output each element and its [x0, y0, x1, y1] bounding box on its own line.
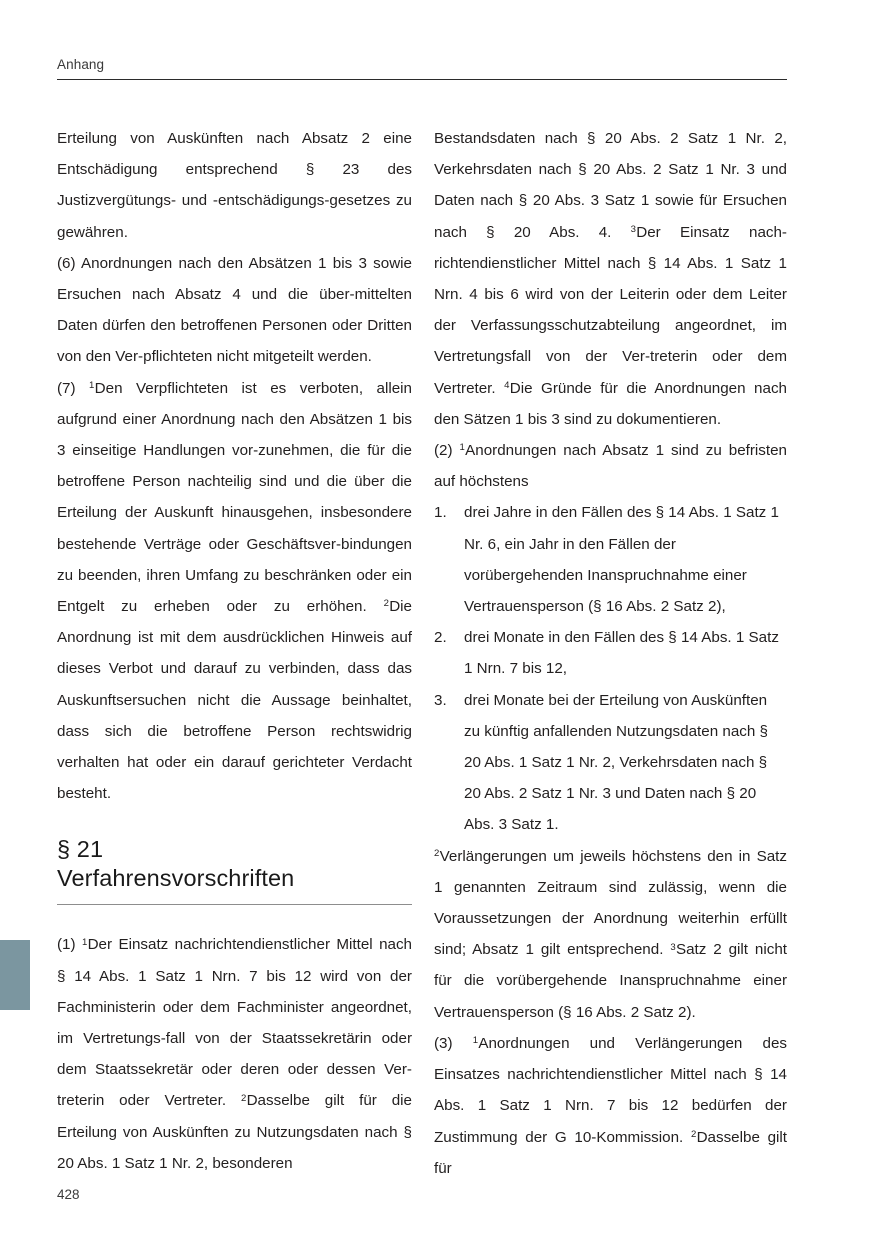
left-column [57, 123, 412, 1179]
running-header [57, 56, 787, 80]
absatz-1-cont-sentence-2-tail: Bestandsdaten nach § 20 Abs. 2 Satz 1 Nr. 2, Verkehrsdaten nach § 20 Abs. 2 Satz 1 Nr. 3 und Daten nach § 20 Abs. 3 Satz 1 sowie für Ersuchen nach § 20 Abs. 4. [434, 130, 787, 241]
absatz-2-prefix: (2) [434, 442, 460, 460]
sentence-number-2: 2 [240, 1092, 247, 1104]
absatz-1-sentence-1: Der Einsatz nachrichtendienstlicher Mittel nach § 14 Abs. 1 Satz 1 Nrn. 7 bis 12 wird von der Fachministerin oder dem Fachminister angeordnet, im Vertretungs-fall von der Staatssekretärin oder dem Staatssekretär oder deren oder dessen Ver-treterin oder Vertreter. [57, 936, 413, 1110]
list-item-text: drei Jahre in den Fällen des § 14 Abs. 1 Satz 1 Nr. 6, ein Jahr in den Fällen der vorübergehenden Inanspruchnahme einer Vertrauensperson (§ 16 Abs. 2 Satz 2), [464, 504, 779, 616]
absatz-7-prefix: (7) [57, 379, 90, 397]
list-item-text: drei Monate in den Fällen des § 14 Abs. 1 Satz 1 Nrn. 7 bis 12, [464, 629, 779, 678]
paragraph-absatz-6: (6) Anordnungen nach den Absätzen 1 bis 3 sowie Ersuchen nach Absatz 4 und die über-mittelten Daten dürfen den betroffenen Personen oder Dritten von den Ver-pflichteten nicht mitgeteilt werden. [57, 254, 412, 366]
paragraph-absatz-2-intro [434, 435, 787, 497]
list-item-text: drei Monate bei der Erteilung von Auskünften zu künftig anfallenden Nutzungsdaten nach § 20 Abs. 1 Satz 1 Nr. 2, Verkehrsdaten nach § 20 Abs. 2 Satz 1 Nr. 3 und Daten nach § 20 Abs. 3 Satz 1. [464, 691, 768, 834]
absatz-2-sentence-3: Satz 2 gilt nicht für die vorübergehende Inanspruchnahme einer Vertrauensperson (§ 16 Abs. 2 Satz 2). [434, 941, 787, 1021]
absatz-1-sentence-4: Die Gründe für die Anordnungen nach den Sätzen 1 bis 3 sind zu dokumentieren. [434, 379, 787, 428]
sentence-number-3: 3 [630, 224, 636, 236]
section-heading-rule [57, 904, 412, 905]
paragraph-absatz-3 [434, 1028, 787, 1184]
absatz-3-sentence-1: Anordnungen und Verlängerungen des Einsatzes nachrichtendienstlicher Mittel nach § 14 Abs. 1 Satz 1 Nrn. 7 bis 12 bedürfen der Zustimmung der G 10-Kommission. [434, 1034, 787, 1146]
two-column-body [57, 123, 787, 1184]
absatz-2-sentence-1: Anordnungen nach Absatz 1 sind zu befristen auf höchstens [434, 442, 788, 491]
running-header-label: Anhang [57, 57, 105, 72]
list-item-marker: 1. [434, 504, 447, 522]
right-column [434, 123, 787, 1184]
list-item [434, 685, 787, 841]
sentence-number-3: 3 [670, 941, 676, 953]
absatz-3-prefix: (3) [434, 1034, 473, 1052]
absatz-2-sentence-2: Verlängerungen um jeweils höchstens den in Satz 1 genannten Zeitraum sind zulässig, wenn die Voraussetzungen der Anordnung weiterhin erfüllt sind; Absatz 1 gilt entsprechend. [434, 847, 787, 959]
absatz-7-sentence-2: Die Anordnung ist mit dem ausdrücklichen Hinweis auf dieses Verbot und darauf zu verbinden, dass das Auskunftsersuchen nicht die Aussage beinhaltet, dass sich die betroffene Person rechtswidrig verhalten hat oder ein darauf gerichteter Verdacht besteht. [57, 598, 412, 803]
sentence-number-1: 1 [89, 380, 95, 392]
absatz-1-sentence-3: Der Einsatz nach-richtendienstlicher Mittel nach § 14 Abs. 1 Satz 1 Nrn. 4 bis 6 wird von der Leiterin oder dem Leiter der Verfassungsschutzabteilung angeordnet, im Vertretungsfall von der Ver-treterin oder dem Vertreter. [434, 223, 787, 397]
list-item [434, 622, 787, 684]
sentence-number-1: 1 [459, 442, 465, 454]
section-number: § 21 [57, 836, 104, 863]
list-item-marker: 3. [434, 691, 447, 709]
absatz-3-sentence-2: Dasselbe gilt für [434, 1128, 787, 1177]
absatz-1-prefix: (1) [57, 936, 82, 954]
list-item-marker: 2. [434, 629, 447, 647]
absatz-7-sentence-1: Den Verpflichteten ist es verboten, allein aufgrund einer Anordnung nach den Absätzen 1 bis 3 einseitige Handlungen vor-zunehmen, die für die betroffene Person nachteilig sind und die über die Erteilung der Auskunft hinausgehen, insbesondere bestehende Verträge oder Geschäftsver-bindungen zu beenden, ihren Umfang zu beschränken oder ein Entgelt zu erheben oder zu erhöhen. [57, 379, 412, 616]
absatz-1-sentence-2: Dasselbe gilt für die Erteilung von Auskünften zu Nutzungsdaten nach § 20 Abs. 1 Satz 1 Nr. 2, besonderen [57, 1092, 412, 1172]
paragraph-absatz-7 [57, 373, 412, 810]
sentence-number-4: 4 [504, 380, 510, 392]
page-number: 428 [57, 1187, 80, 1202]
list-item [434, 497, 787, 622]
section-title: Verfahrensvorschriften [57, 865, 295, 892]
header-divider-rule [57, 79, 787, 80]
sentence-number-2: 2 [690, 1128, 697, 1140]
sentence-number-2: 2 [383, 598, 389, 610]
sentence-number-1: 1 [81, 936, 88, 948]
paragraph-absatz-1 [57, 929, 412, 1179]
sentence-number-1: 1 [472, 1035, 479, 1047]
sentence-number-2: 2 [434, 848, 440, 860]
paragraph-absatz-2-tail [434, 841, 787, 1028]
margin-thumb-tab [0, 940, 30, 1010]
numbered-list [434, 497, 787, 840]
paragraph-absatz-1-continued [434, 123, 787, 435]
section-heading [57, 835, 412, 893]
paragraph-continuation: Erteilung von Auskünften nach Absatz 2 eine Entschädigung entsprechend § 23 des Justizvergütungs- und -entschädigungs-gesetzes zu gewähren. [57, 130, 412, 241]
